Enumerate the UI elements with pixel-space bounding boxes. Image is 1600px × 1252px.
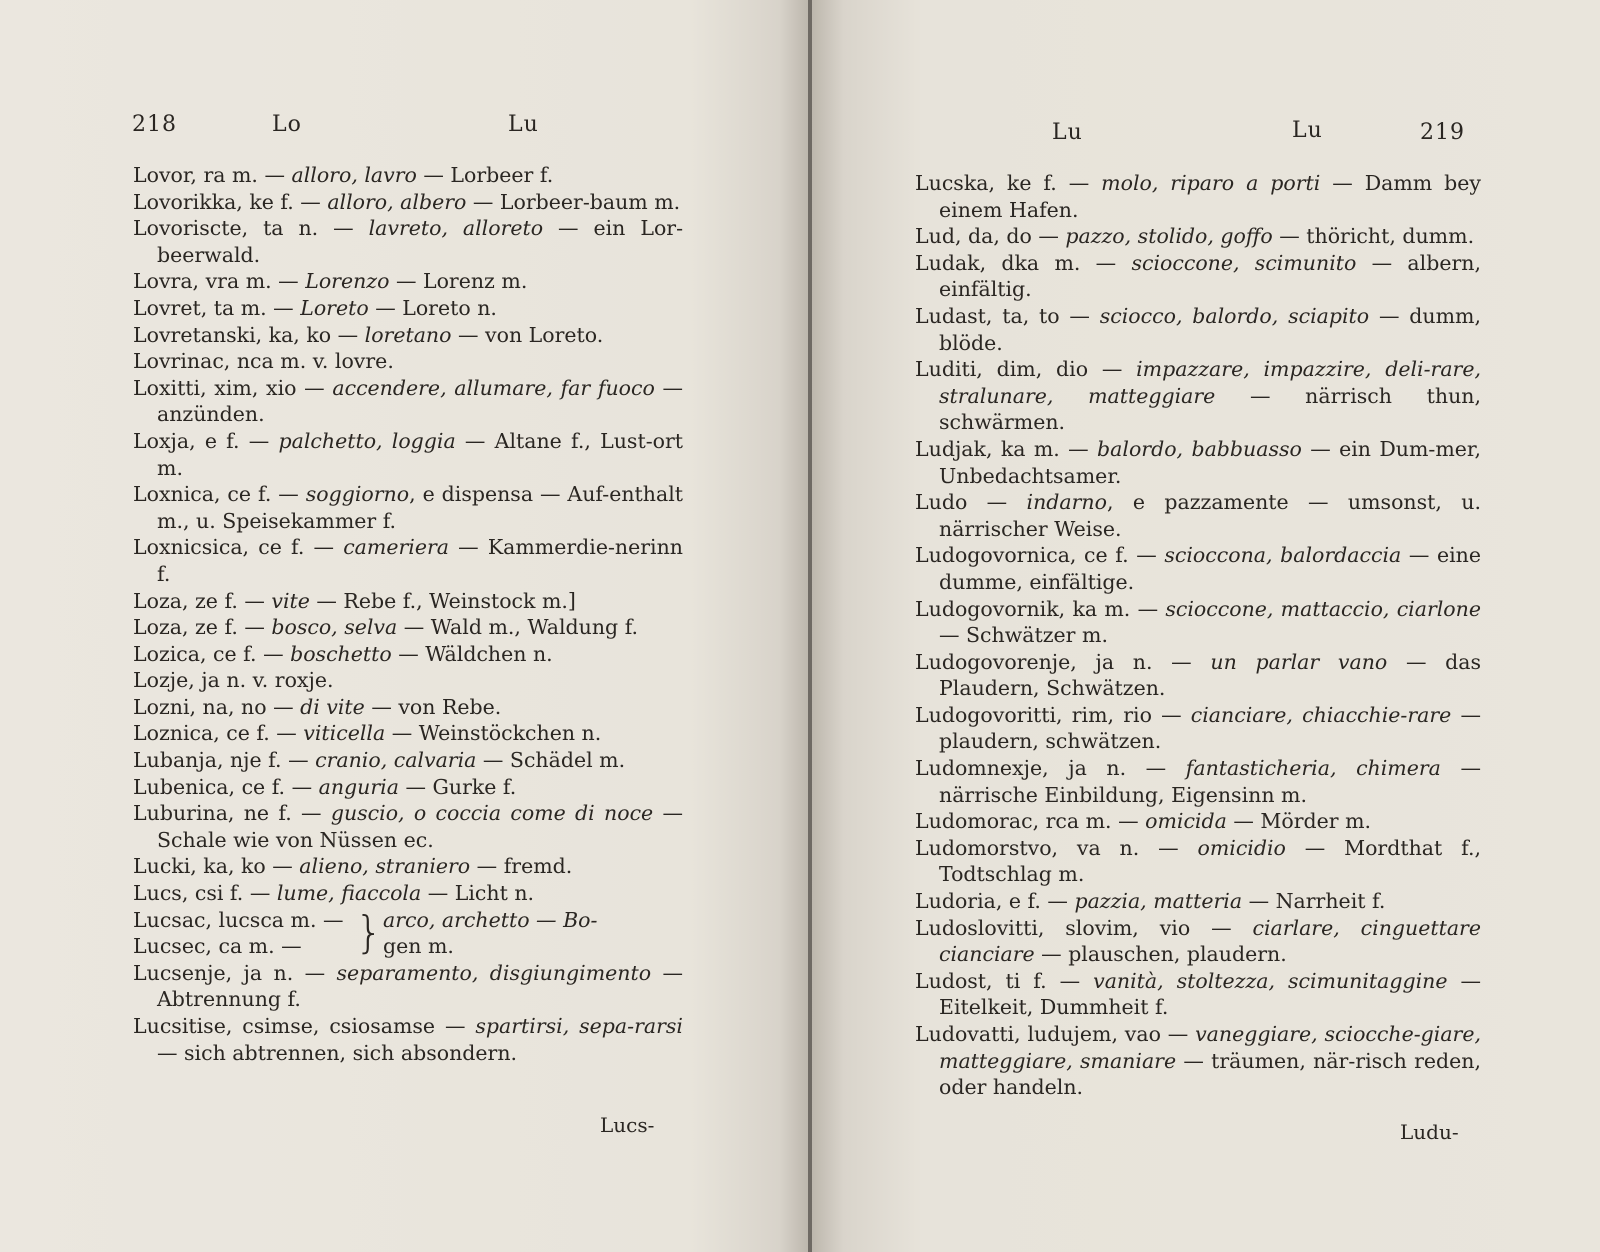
dictionary-entry: [133, 694, 683, 721]
brace-icon: }: [355, 906, 383, 958]
entry-italian: alloro, albero: [327, 189, 467, 214]
entry-headword: Lucs, csi f. —: [133, 881, 277, 906]
entry-german: — träumen, när-risch reden, oder handeln.: [939, 1048, 1481, 1100]
entry-headword: Ludak, dka m. —: [915, 250, 1132, 275]
entry-german: — Lorbeer-baum m.: [466, 189, 681, 214]
right-page: [812, 0, 1600, 1252]
entry-italian: arco, archetto — Bo-: [383, 907, 598, 932]
entry-german: — Eitelkeit, Dummheit f.: [939, 968, 1481, 1020]
entry-headword: Ludoria, e f. —: [915, 889, 1075, 914]
entry-headword: Lucsac, lucsca m. —: [133, 907, 344, 932]
dictionary-entry: [915, 170, 1481, 223]
entry-italian: palchetto, loggia: [278, 428, 456, 453]
dictionary-entry: [133, 880, 683, 907]
entry-headword: Ludogovornik, ka m. —: [915, 596, 1166, 621]
entry-german: — Narrheit f.: [1242, 889, 1386, 914]
dictionary-entry: [133, 534, 683, 587]
entry-italian: omicidio: [1197, 835, 1286, 860]
dictionary-entry: [133, 348, 683, 375]
dictionary-entry: [133, 588, 683, 615]
dictionary-entry: [133, 295, 683, 322]
entry-headword: Ludogovornica, ce f. —: [915, 543, 1165, 568]
dictionary-entry: [133, 960, 683, 1013]
entry-italian: vanità, stoltezza, scimunitaggine: [1093, 968, 1448, 993]
dictionary-entry: [915, 888, 1481, 915]
entry-german: — närrisch thun, schwärmen.: [939, 383, 1481, 435]
entry-headword: Ludomorac, rca m. —: [915, 809, 1146, 834]
dictionary-entry: [133, 322, 683, 349]
entry-headword: Ludjak, ka m. —: [915, 436, 1098, 461]
entry-italian: cameriera: [343, 535, 449, 560]
dictionary-entry: [133, 800, 683, 853]
entry-headword: Lovrinac, nca m. v. lovre.: [133, 349, 394, 374]
entry-italian: indarno: [1026, 490, 1107, 515]
entry-german: — Rebe f., Weinstock m.]: [309, 588, 576, 613]
entry-italian: vite: [271, 588, 310, 613]
entry-italian: omicida: [1145, 809, 1227, 834]
entry-german: — Schädel m.: [476, 748, 626, 773]
entry-german: — Kammerdie-nerinn f.: [157, 535, 684, 586]
catchword: Ludu-: [1400, 1120, 1459, 1144]
dictionary-entry: [133, 162, 683, 189]
entry-german: — von Loreto.: [451, 322, 604, 347]
dictionary-entry: [133, 375, 683, 428]
entry-headword: Ludoslovitti, slovim, vio —: [915, 915, 1253, 940]
entry-headword: Lucsenje, ja n. —: [133, 960, 337, 985]
entry-italian: lume, fiaccola: [276, 881, 422, 906]
entry-headword: Lovorikka, ke f. —: [133, 189, 328, 214]
dictionary-entry: [915, 702, 1481, 755]
entry-italian: di vite: [300, 694, 365, 719]
dictionary-entry: [133, 853, 683, 880]
entry-italian: Lorenzo: [305, 269, 390, 294]
dictionary-entry: [915, 542, 1481, 595]
entry-italian: ciarlare, cinguettare cianciare: [939, 915, 1481, 967]
entry-headword: Luditi, dim, dio —: [915, 357, 1137, 382]
entry-headword: Ludogovorenje, ja n. —: [915, 649, 1211, 674]
entry-italian: cianciare, chiacchie-rare: [1190, 702, 1452, 727]
dictionary-entry: [133, 667, 683, 694]
entry-italian: fantasticheria, chimera: [1185, 756, 1441, 781]
entry-headword: Ludost, ti f. —: [915, 968, 1094, 993]
dictionary-entry: [133, 189, 683, 216]
entry-headword: Luburina, ne f. —: [133, 801, 331, 826]
entry-german: — eine dumme, einfältige.: [939, 543, 1482, 594]
entry-headword: Ludomorstvo, va n. —: [915, 835, 1198, 860]
page-number: 218: [132, 112, 177, 137]
entry-italian: pazzia, matteria: [1074, 889, 1243, 914]
entry-list: [915, 170, 1481, 1101]
entry-german: — ein Dum-mer, Unbedachtsamer.: [939, 436, 1481, 488]
entry-italian: anguria: [318, 774, 399, 799]
dictionary-entry: [915, 489, 1481, 542]
dictionary-entry: [133, 481, 683, 534]
entry-headword: Loxnicsica, ce f. —: [133, 535, 344, 560]
dictionary-entry: [133, 268, 683, 295]
running-head-left: Lo: [272, 112, 302, 137]
dictionary-entry: [133, 720, 683, 747]
entry-german: , e dispensa — Auf-enthalt m., u. Speisekammer f.: [157, 482, 684, 533]
entry-german: — das Plaudern, Schwätzen.: [939, 649, 1481, 701]
dictionary-entry: [133, 747, 683, 774]
dictionary-entry: [133, 428, 683, 481]
entry-headword: Lucsitise, csimse, csiosamse —: [133, 1014, 476, 1038]
entry-german: — plaudern, schwätzen.: [939, 702, 1481, 754]
entry-headword: Loza, ze f. —: [133, 615, 272, 640]
entry-german: — Lorbeer f.: [416, 163, 554, 187]
entry-german: — Weinstöckchen n.: [385, 721, 602, 746]
entry-german: — Schale wie von Nüssen ec.: [157, 801, 683, 852]
dictionary-entry: [915, 303, 1481, 356]
dictionary-entry: [915, 250, 1481, 303]
entry-german: — Damm bey einem Hafen.: [939, 171, 1481, 222]
entry-italian: lavreto, alloreto: [368, 216, 544, 241]
entry-headword: Loza, ze f. —: [133, 588, 272, 613]
entry-german: gen m.: [383, 934, 454, 959]
dictionary-entry: [915, 755, 1481, 808]
entry-italian: soggiorno: [305, 482, 410, 507]
dictionary-entry: [133, 614, 683, 641]
entry-german: — Wald m., Waldung f.: [397, 615, 639, 640]
entry-headword: Lucska, ke f. —: [915, 171, 1102, 195]
entry-german: — plauschen, plaudern.: [1034, 942, 1287, 967]
entry-german: — dumm, blöde.: [939, 303, 1481, 355]
entry-italian: un parlar vano: [1210, 649, 1388, 674]
dictionary-entry: [915, 835, 1481, 888]
entry-italian: viticella: [303, 721, 386, 746]
entry-italian: Loreto: [300, 295, 369, 320]
entry-german: — Loreto n.: [368, 295, 497, 320]
entry-italian: molo, riparo a porti: [1101, 171, 1321, 195]
entry-german: — thöricht, dumm.: [1272, 224, 1475, 249]
entry-german: — von Rebe.: [364, 694, 502, 719]
entry-headword: Ludo —: [915, 490, 1027, 515]
entry-headword: Ludovatti, ludujem, vao —: [915, 1022, 1196, 1046]
entry-german: — ein Lor-beerwald.: [157, 216, 684, 267]
dictionary-entry: [915, 596, 1481, 649]
entry-italian: loretano: [364, 322, 452, 347]
entry-headword: Ludast, ta, to —: [915, 303, 1100, 328]
entry-german: — anzünden.: [157, 375, 683, 427]
entry-german: — sich abtrennen, sich absondern.: [157, 1040, 518, 1065]
entry-german: — albern, einfältig.: [939, 250, 1481, 302]
entry-headword: Lud, da, do —: [915, 224, 1066, 249]
entry-headword: Ludomnexje, ja n. —: [915, 756, 1186, 781]
entry-german: — Schwätzer m.: [939, 623, 1108, 648]
entry-italian: sciocco, balordo, sciapito: [1099, 303, 1370, 328]
entry-german: — Lorenz m.: [389, 269, 528, 294]
dictionary-entry: [133, 1013, 683, 1066]
entry-italian: balordo, babbuasso: [1097, 436, 1302, 461]
running-head-right: Lu: [1292, 118, 1323, 143]
entry-headword: Lovoriscte, ta n. —: [133, 216, 369, 241]
entry-italian: alieno, straniero: [299, 854, 471, 879]
entry-headword: Loxja, e f. —: [133, 428, 279, 453]
entry-headword: Lubenica, ce f. —: [133, 774, 319, 799]
brace-entry-group: [133, 907, 683, 960]
entry-italian: spartirsi, sepa-rarsi: [475, 1014, 683, 1038]
dictionary-entry: [133, 641, 683, 668]
entry-german: — fremd.: [470, 854, 573, 879]
entry-italian: scioccone, scimunito: [1131, 250, 1357, 275]
dictionary-entry: [133, 774, 683, 801]
entry-italian: impazzare, impazzire, deli-rare, stralunare, matteggiare: [939, 357, 1481, 408]
entry-italian: cranio, calvaria: [315, 748, 477, 773]
entry-german: — Wäldchen n.: [391, 641, 553, 666]
entry-german: — Mörder m.: [1226, 809, 1372, 834]
entry-italian: vaneggiare, sciocche-giare, matteggiare, smaniare: [939, 1022, 1481, 1073]
entry-headword: Lovor, ra m. —: [133, 163, 292, 187]
catchword: Lucs-: [600, 1113, 655, 1137]
entry-headword: Lozje, ja n. v. roxje.: [133, 668, 334, 693]
entry-italian: alloro, lavro: [291, 163, 417, 187]
entry-german: — Abtrennung f.: [157, 960, 683, 1012]
dictionary-entry: [915, 808, 1481, 835]
entry-italian: pazzo, stolido, goffo: [1065, 224, 1273, 249]
entry-german: — Mordthat f., Todtschlag m.: [939, 835, 1481, 887]
entry-headword: Lovretanski, ka, ko —: [133, 322, 365, 347]
entry-headword: Lovret, ta m. —: [133, 295, 301, 320]
entry-german: — Altane f., Lust-ort m.: [157, 428, 683, 480]
entry-german: , e pazzamente — umsonst, u. närrischer Weise.: [939, 490, 1481, 541]
dictionary-entry: [915, 436, 1481, 489]
entry-headword: Loxitti, xim, xio —: [133, 375, 333, 400]
entry-italian: scioccona, balordaccia: [1164, 543, 1402, 568]
entry-headword: Lucki, ka, ko —: [133, 854, 300, 879]
entry-italian: separamento, disgiungimento: [336, 960, 652, 985]
entry-italian: accendere, allumare, far fuoco: [332, 375, 655, 400]
dictionary-entry: [915, 968, 1481, 1021]
dictionary-entry: [915, 915, 1481, 968]
entry-italian: guscio, o coccia come di noce: [330, 801, 654, 826]
entry-italian: scioccone, mattaccio, ciarlone: [1165, 596, 1481, 621]
dictionary-entry: [915, 649, 1481, 702]
entry-headword: Ludogovoritti, rim, rio —: [915, 702, 1191, 727]
entry-german: — Gurke f.: [398, 774, 517, 799]
running-head-right: Lu: [508, 112, 539, 137]
entry-headword: Lucsec, ca m. —: [133, 934, 302, 959]
dictionary-entry: [915, 223, 1481, 250]
entry-german: — Licht n.: [421, 881, 535, 906]
entry-headword: Loznica, ce f. —: [133, 721, 304, 746]
running-head-left: Lu: [1052, 120, 1083, 145]
entry-headword: Lubanja, nje f. —: [133, 748, 316, 773]
dictionary-entry: [133, 215, 683, 268]
entry-headword: Lovra, vra m. —: [133, 269, 306, 294]
entry-headword: Loxnica, ce f. —: [133, 482, 306, 507]
entry-headword: Lozni, na, no —: [133, 694, 301, 719]
entry-italian: boschetto: [290, 641, 392, 666]
entry-list: [133, 162, 683, 1066]
dictionary-entry: [915, 356, 1481, 436]
entry-german: — närrische Einbildung, Eigensinn m.: [939, 756, 1481, 807]
entry-italian: bosco, selva: [271, 615, 398, 640]
entry-headword: Lozica, ce f. —: [133, 641, 291, 666]
dictionary-entry: [915, 1021, 1481, 1101]
page-number: 219: [1420, 120, 1465, 145]
